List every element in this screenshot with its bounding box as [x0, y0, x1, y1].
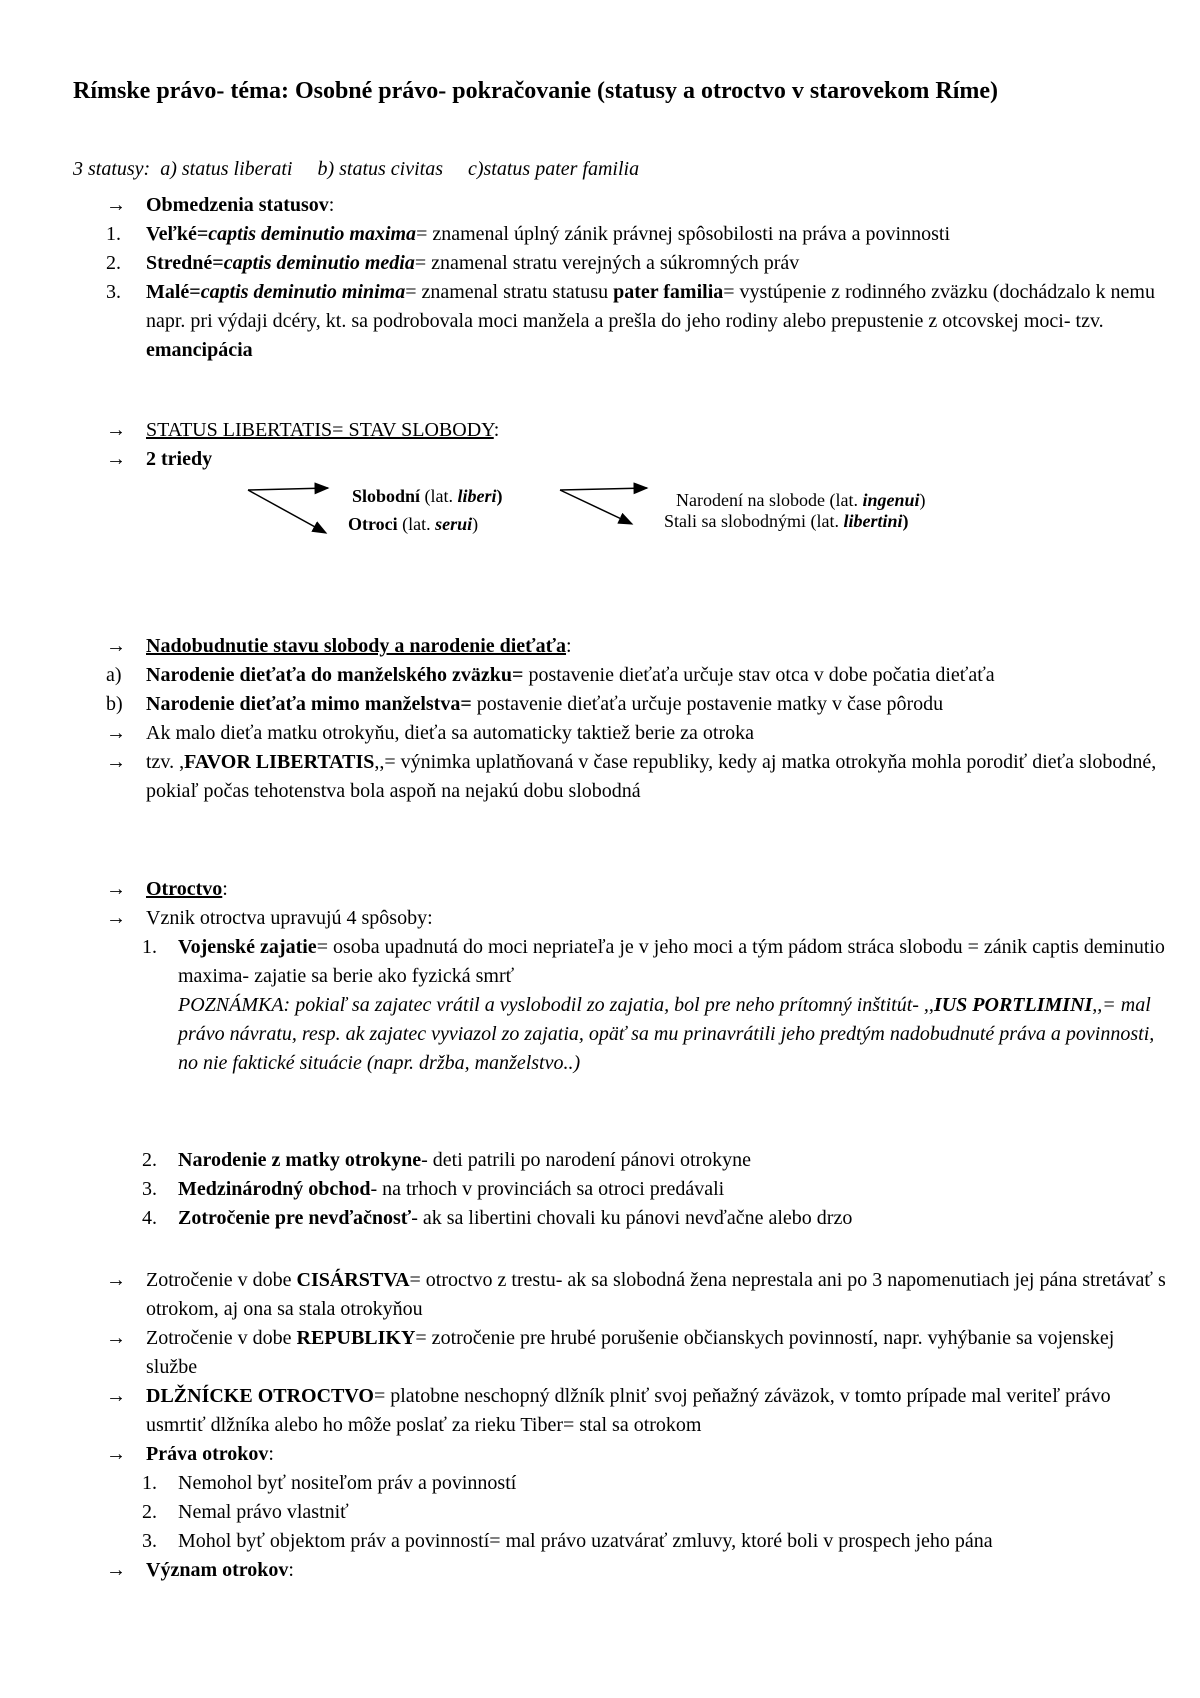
- list-item: → tzv. ,FAVOR LIBERTATIS,,= výnimka uplatňovaná v čase republiky, kedy aj matka otrokyňa mohla porodiť dieťa slobodné, pokiaľ počas tehotenstva bola aspoň na nejakú dobu slobodná: [106, 748, 1166, 806]
- arrow-icon: →: [106, 1443, 126, 1465]
- list-item: 4. Zotročenie pre nevďačnosť- ak sa libertini chovali ku pánovi nevďačne alebo drzo: [142, 1207, 853, 1229]
- arrow-to-slobodni: [248, 488, 328, 490]
- arrow-icon: →: [106, 1269, 126, 1291]
- list-item: 3. Malé=captis deminutio minima= znamenal stratu statusu pater familia= vystúpenie z rodinného zväzku (dochádzalo k nemu napr. pri výdaji dcéry, kt. sa podrobovala moci manžela a prešla do jeho rodiny alebo prepustenie z otcovskej moci- tzv. emancipácia: [106, 281, 1155, 361]
- diagram-narodeni: Narodení na slobode (lat. ingenui): [676, 490, 926, 510]
- arrow-icon: →: [106, 635, 126, 657]
- diagram-slobodni: Slobodní (lat. liberi): [352, 486, 503, 506]
- arrow-icon: →: [106, 878, 126, 900]
- arrow-to-narodeni: [560, 488, 647, 490]
- arrow-icon: →: [106, 1385, 126, 1407]
- list-item: → Ak malo dieťa matku otrokyňu, dieťa sa automaticky taktiež berie za otroka: [106, 719, 1166, 748]
- arrow-icon: →: [106, 448, 126, 470]
- diagram-otroci: Otroci (lat. serui): [348, 514, 479, 534]
- list-item: → Zotročenie v dobe REPUBLIKY= zotročenie pre hrubé porušenie občianskych povinností, napr. vyhýbanie sa vojenskej službe: [106, 1324, 1166, 1382]
- list-item: 2. Stredné=captis deminutio media= znamenal stratu verejných a súkromných práv: [106, 252, 800, 274]
- list-item: 1. Veľké=captis deminutio maxima= znamenal úplný zánik právnej spôsobilosti na práva a povinnosti: [106, 223, 950, 245]
- list-item: → Zotročenie v dobe CISÁRSTVA= otroctvo z trestu- ak sa slobodná žena neprestala ani po 3 napomenutiach jej pána stretávať s otrokom, aj ona sa stala otrokyňou: [106, 1266, 1166, 1324]
- page-title: Rímske právo- téma: Osobné právo- pokračovanie (statusy a otroctvo v starovekom Ríme): [73, 78, 999, 104]
- list-item: 1. Nemohol byť nositeľom práv a povinností: [142, 1472, 517, 1494]
- list-item: 2. Nemal právo vlastniť: [142, 1501, 349, 1523]
- list-item: 1. Vojenské zajatie= osoba upadnutá do moci nepriateľa je v jeho moci a tým pádom stráca slobodu = zánik captis deminutio maxima- zajatie sa berie ako fyzická smrť POZNÁMKA: pokiaľ sa zajatec vrátil a vyslobodil zo zajatia, bol pre neho prítomný inštitút- ,,IUS PORTLIMINI,,= mal právo návratu, resp. ak zajatec vyviazol zo zajatia, opäť sa mu prinavrátili jeho predtým nadobudnuté práva a povinnosti, no nie faktické situácie (napr. držba, manželstvo..): [142, 936, 1165, 1074]
- arrow-icon: →: [106, 1559, 126, 1581]
- list-item: b) Narodenie dieťaťa mimo manželstva= postavenie dieťaťa určuje postavenie matky v čase pôrodu: [106, 693, 944, 715]
- otroctvo-list-continued: [106, 1146, 1166, 1233]
- nadobudnutie-section: → Nadobudnutie stavu slobody a narodenie dieťaťa: a) Narodenie dieťaťa do manželského zväzku= postavenie dieťaťa určuje stav otca v dobe počatia dieťaťa b) Narodenie dieťaťa mimo manželstva= postavenie dieťaťa určuje postavenie matky v čase pôrodu → Ak malo dieťa matku otrokyňu, dieťa sa automaticky taktiež berie za otroka → tzv. ,FAVOR LIBERTATIS,,= výnimka uplatňovaná v čase republiky, kedy aj matka otrokyňa mohla porodiť dieťa slobodné, pokiaľ počas tehotenstva bola aspoň na nejakú dobu slobodná: [106, 632, 1166, 806]
- arrow-icon: →: [106, 419, 126, 441]
- list-item: 2. Narodenie z matky otrokyne- deti patrili po narodení pánovi otrokyne: [142, 1149, 752, 1171]
- zotrocenie-section: → Zotročenie v dobe CISÁRSTVA= otroctvo z trestu- ak sa slobodná žena neprestala ani po 3 napomenutiach jej pána stretávať s otrokom, aj ona sa stala otrokyňou → Zotročenie v dobe REPUBLIKY= zotročenie pre hrubé porušenie občianskych povinností, napr. vyhýbanie sa vojenskej službe → DLŽNÍCKE OTROCTVO= platobne neschopný dlžník plniť svoj peňažný záväzok, v tomto prípade mal veriteľ právo usmrtiť dlžníka alebo ho môže poslať za rieku Tiber= stal sa otrokom → Práva otrokov: 1. Nemohol byť nositeľom práv a povinností 2. Nemal právo vlastniť 3. Mohol byť objektom práv a povinností= mal právo uzatvárať zmluvy, ktoré boli v prospech jeho pána → Význam otrokov:: [106, 1266, 1166, 1585]
- list-item: a) Narodenie dieťaťa do manželského zväzku= postavenie dieťaťa určuje stav otca v dobe počatia dieťaťa: [106, 664, 995, 686]
- arrow-icon: →: [106, 722, 126, 744]
- arrow-icon: →: [106, 194, 126, 216]
- arrow-icon: →: [106, 1327, 126, 1349]
- arrow-to-stali: [560, 490, 632, 524]
- libertatis-section: → STATUS LIBERTATIS= STAV SLOBODY: → 2 triedy: [106, 416, 1166, 474]
- obmedzenia-section: → Obmedzenia statusov: 1. Veľké=captis deminutio maxima= znamenal úplný zánik právnej spôsobilosti na práva a povinnosti 2. Stredné=captis deminutio media= znamenal stratu verejných a súkromných práv 3. Malé=captis deminutio minima= znamenal stratu statusu pater familia= vystúpenie z rodinného zväzku (dochádzalo k nemu napr. pri výdaji dcéry, kt. sa podrobovala moci manžela a prešla do jeho rodiny alebo prepustenie z otcovskej moci- tzv. emancipácia: [106, 191, 1166, 365]
- arrow-icon: →: [106, 907, 126, 929]
- arrow-icon: →: [106, 751, 126, 773]
- list-item: 3. Mohol byť objektom práv a povinností= mal právo uzatvárať zmluvy, ktoré boli v prospech jeho pána: [142, 1530, 993, 1552]
- list-item: → DLŽNÍCKE OTROCTVO= platobne neschopný dlžník plniť svoj peňažný záväzok, v tomto prípade mal veriteľ právo usmrtiť dlžníka alebo ho môže poslať za rieku Tiber= stal sa otrokom: [106, 1382, 1166, 1440]
- list-item: 3. Medzinárodný obchod- na trhoch v provinciách sa otroci predávali: [142, 1178, 725, 1200]
- statusy-line: 3 statusy: a) status liberati b) status civitas c)status pater familia: [73, 158, 640, 180]
- diagram-stali: Stali sa slobodnými (lat. libertini): [664, 511, 909, 531]
- arrow-to-otroci: [248, 490, 326, 533]
- otroctvo-section: → Otroctvo: → Vznik otroctva upravujú 4 spôsoby: 1. Vojenské zajatie= osoba upadnutá do moci nepriateľa je v jeho moci a tým pádom stráca slobodu = zánik captis deminutio maxima- zajatie sa berie ako fyzická smrť POZNÁMKA: pokiaľ sa zajatec vrátil a vyslobodil zo zajatia, bol pre neho prítomný inštitút- ,,IUS PORTLIMINI,,= mal právo návratu, resp. ak zajatec vyviazol zo zajatia, opäť sa mu prinavrátili jeho predtým nadobudnuté práva a povinnosti, no nie faktické situácie (napr. držba, manželstvo..): [106, 875, 1166, 1078]
